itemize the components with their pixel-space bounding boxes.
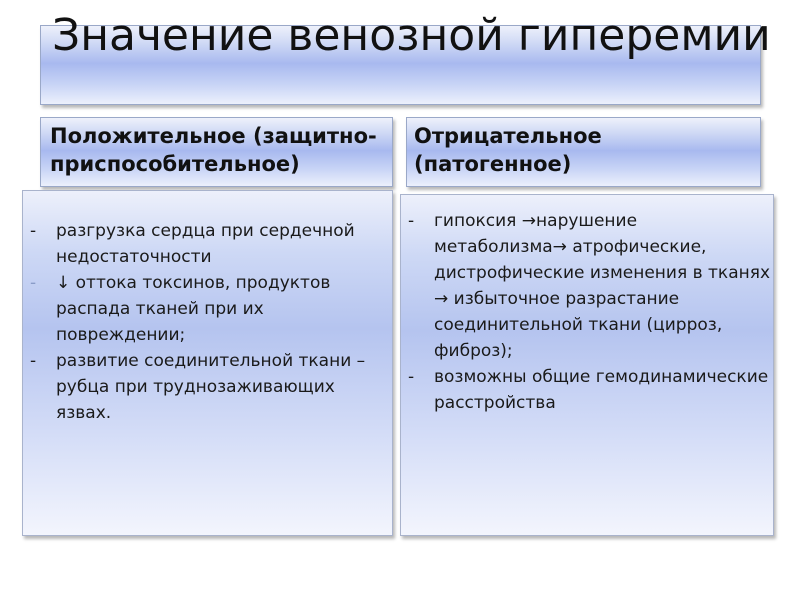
list-item <box>30 218 380 270</box>
list-item-text: ↓ оттока токсинов, продуктов распада тканей при их повреждении; <box>56 273 331 345</box>
list-marker: - <box>30 221 37 241</box>
list-item-text: возможны общие гемодинамические расстройства <box>434 367 769 413</box>
list-item <box>30 270 380 348</box>
list-item-text: гипоксия →нарушение метаболизма→ атрофические, дистрофические изменения в тканях → избыточное разрастание соединительной ткани (цирроз, фиброз); <box>434 211 771 361</box>
list-item-text: разгрузка сердца при сердечной недостаточности <box>56 221 355 267</box>
list-marker: - <box>30 351 37 371</box>
list-marker: - <box>30 273 37 293</box>
positive-header: Положительное (защитно-приспособительное) <box>50 124 377 176</box>
list-marker: - <box>408 211 415 231</box>
positive-list <box>30 218 380 426</box>
list-marker: - <box>408 367 415 387</box>
negative-list <box>408 208 770 416</box>
list-item-text: развитие соединительной ткани – рубца при труднозаживающих язвах. <box>56 351 366 423</box>
negative-header: Отрицательное (патогенное) <box>414 124 602 176</box>
list-item <box>30 348 380 426</box>
list-item <box>408 364 770 416</box>
list-item <box>408 208 770 364</box>
slide-title: Значение венозной гиперемии <box>52 10 771 61</box>
